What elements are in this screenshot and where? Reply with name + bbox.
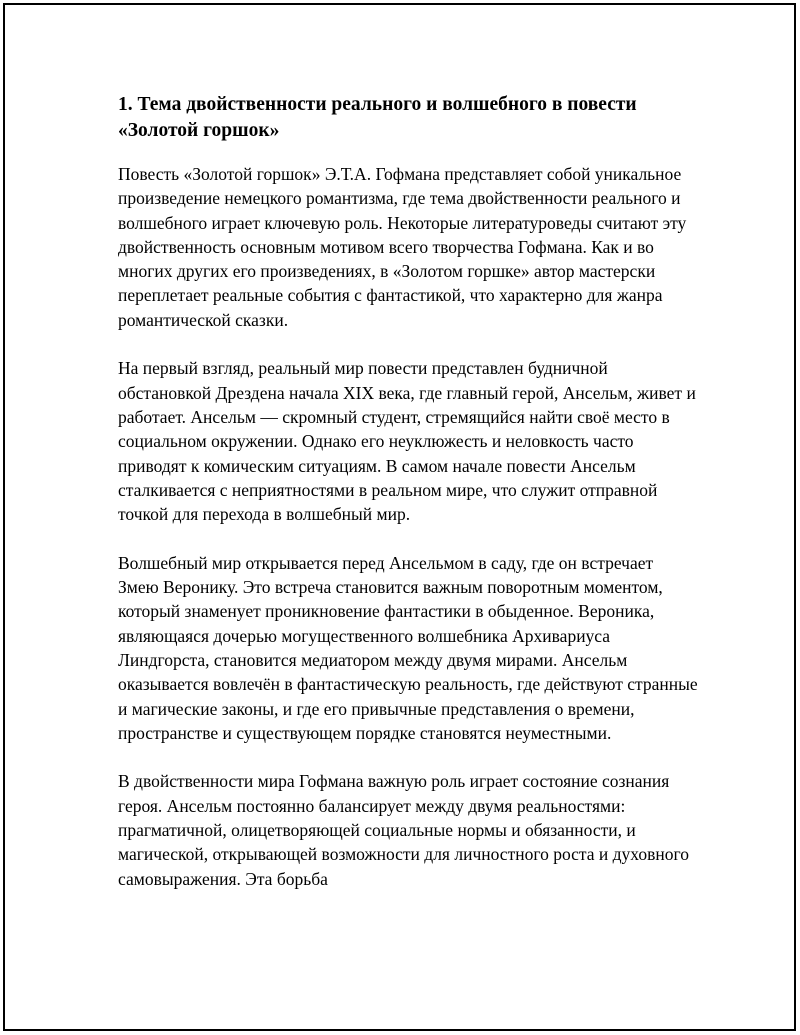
paragraph-3: Волшебный мир открывается перед Ансельмом в саду, где он встречает Змею Веронику. Это встреча становится важным поворотным моментом, который знаменует проникновение фантастики в обыденное. Вероника, являющаяся дочерью могущественного волшебника Архивариуса Линдгорста, становится медиатором между двумя мирами. Ансельм оказывается вовлечён в фантастическую реальность, где действуют странные и магические законы, и где его привычные представления о времени, пространстве и существующем порядке становятся неуместными. [118, 552, 698, 743]
paragraph-1: Повесть «Золотой горшок» Э.Т.А. Гофмана представляет собой уникальное произведение немецкого романтизма, где тема двойственности реального и волшебного играет ключевую роль. Некоторые литературоведы считают эту двойственность основным мотивом всего творчества Гофмана. Как и во многих других его произведениях, в «Золотом горшке» автор мастерски переплетает реальные события с фантастикой, что характерно для жанра романтической сказки. [118, 164, 687, 330]
section-heading: 1. Тема двойственности реального и волшебного в повести «Золотой горшок» [118, 94, 637, 141]
paragraph-4: В двойственности мира Гофмана важную роль играет состояние сознания героя. Ансельм постоянно балансирует между двумя реальностями: прагматичной, олицетворяющей социальные нормы и обязанности, и магической, открывающей возможности для личностного роста и духовного самовыражения. Эта борьба [118, 771, 690, 889]
document-body [118, 92, 698, 915]
paragraph-2: На первый взгляд, реальный мир повести представлен будничной обстановкой Дрездена начала XIX века, где главный герой, Ансельм, живет и работает. Ансельм — скромный студент, стремящийся найти своё место в социальном окружении. Однако его неуклюжесть и неловкость часто приводят к комическим ситуациям. В самом начале повести Ансельм сталкивается с неприятностями в реальном мире, что служит отправной точкой для перехода в волшебный мир. [118, 358, 696, 525]
